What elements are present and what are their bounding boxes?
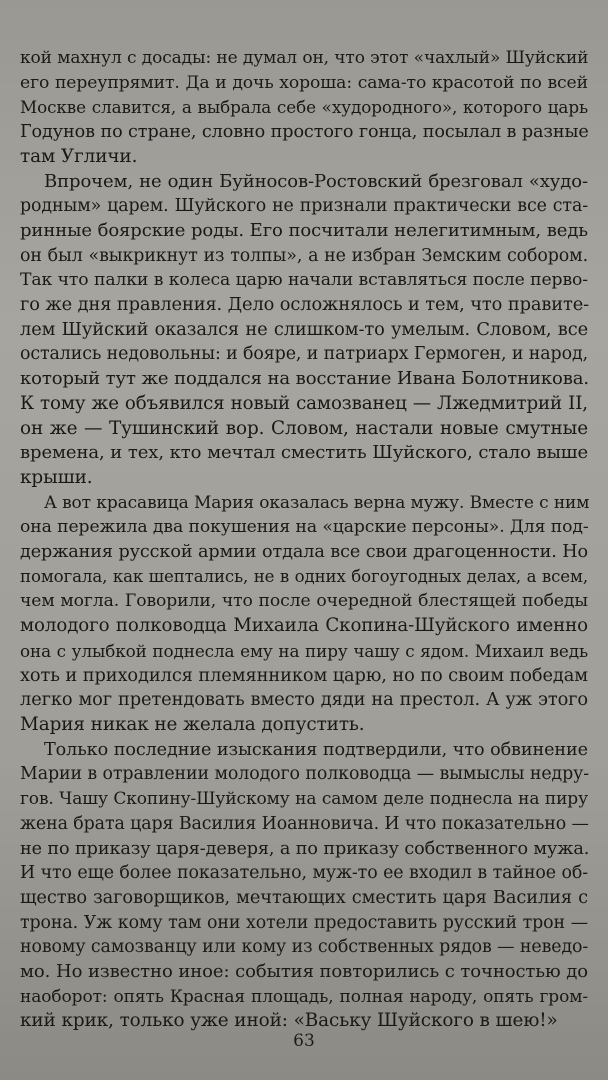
page-number: 63 bbox=[293, 1031, 315, 1051]
text-line: Годунов по стране, словно простого гонца, посылал в разные bbox=[20, 122, 589, 143]
text-line: его переупрямит. Да и дочь хороша: сама-то красотой по всей bbox=[20, 72, 588, 93]
text-line: Впрочем, не один Буйносов-Ростовский брезговал «худо- bbox=[44, 170, 588, 192]
text-line: новому самозванцу или кому из собственных рядов — неведо- bbox=[20, 937, 589, 958]
text-line: гов. Чашу Скопину-Шуйскому на самом деле поднесла на пиру bbox=[20, 789, 588, 810]
text-line: К тому же объявился новый самозванец — Лжедмитрий II, bbox=[20, 392, 588, 414]
text-line: крыши. bbox=[20, 466, 93, 488]
text-line: И что еще более показательно, муж-то ее входил в тайное об- bbox=[20, 863, 588, 884]
text-line: жена брата царя Василия Иоанновича. И что показательно — bbox=[20, 813, 589, 834]
text-line: молодого полководца Михаила Скопина-Шуйского именно bbox=[20, 615, 588, 637]
text-line: она с улыбкой поднесла ему на пиру чашу с ядом. Михаил ведь bbox=[20, 640, 588, 661]
paragraph bbox=[20, 46, 588, 170]
text-line: трона. Уж кому там они хотели предоставить русский трон — bbox=[20, 912, 588, 933]
text-line: она пережила два покушения на «царские персоны». Для под- bbox=[20, 517, 589, 538]
text-line: чем могла. Говорили, что после очередной блестящей победы bbox=[20, 591, 588, 612]
text-line: го же дня правления. Дело осложнялось и тем, что правите- bbox=[20, 294, 590, 316]
text-line: легко мог претендовать вместо дяди на престол. А уж этого bbox=[20, 689, 588, 711]
text-line: Москве славится, а выбрала себе «худородного», которого царь bbox=[20, 97, 588, 118]
page-body-text bbox=[20, 46, 588, 1034]
text-line: А вот красавица Мария оказалась верна мужу. Вместе с ним bbox=[44, 492, 590, 513]
text-line: родным» царем. Шуйского не признали практически все ста- bbox=[20, 196, 588, 217]
text-line: Так что палки в колеса царю начали вставляться после перво- bbox=[20, 270, 588, 291]
text-line: наоборот: опять Красная площадь, полная народу, опять гром- bbox=[20, 986, 588, 1007]
text-line: ринные боярские роды. Его посчитали нелегитимным, ведь bbox=[20, 219, 588, 241]
text-line: который тут же поддался на восстание Ивана Болотникова. bbox=[20, 368, 590, 390]
text-line: не по приказу царя-деверя, а по приказу собственного мужа. bbox=[20, 838, 590, 859]
paragraph bbox=[20, 491, 588, 738]
text-line: кий крик, только уже иной: «Ваську Шуйского в шею!» bbox=[20, 1010, 558, 1032]
paragraph bbox=[20, 170, 588, 491]
text-line: кой махнул с досады: не думал он, что этот «чахлый» Шуйский bbox=[20, 48, 589, 68]
text-line: помогала, как шептались, не в одних богоугодных делах, а всем, bbox=[20, 566, 588, 586]
text-line: щество заговорщиков, мечтающих сместить царя Василия с bbox=[20, 886, 588, 908]
text-line: времена, и тех, кто мечтал сместить Шуйского, стало выше bbox=[20, 442, 588, 464]
text-line: держания русской армии отдала все свои драгоценности. Но bbox=[20, 542, 588, 563]
text-line: он же — Тушинский вор. Словом, настали новые смутные bbox=[20, 417, 588, 439]
text-line: мо. Но известно иное: события повторились с точностью до bbox=[20, 961, 588, 983]
paragraph bbox=[20, 738, 588, 1034]
text-line: Мария никак не желала допустить. bbox=[20, 713, 365, 735]
text-line: он был «выкрикнут из толпы», а не избран Земским собором. bbox=[20, 245, 588, 266]
text-line: хоть и приходился племянником царю, но по своим победам bbox=[20, 664, 589, 686]
text-line: Марии в отравлении молодого полководца — вымыслы недру- bbox=[20, 764, 590, 785]
text-line: лем Шуйский оказался не слишком-то умелым. Словом, все bbox=[20, 318, 588, 340]
text-line: Только последние изыскания подтвердили, что обвинение bbox=[44, 739, 588, 760]
text-line: остались недовольны: и бояре, и патриарх Гермоген, и народ, bbox=[20, 344, 589, 365]
text-line: там Угличи. bbox=[20, 145, 138, 167]
